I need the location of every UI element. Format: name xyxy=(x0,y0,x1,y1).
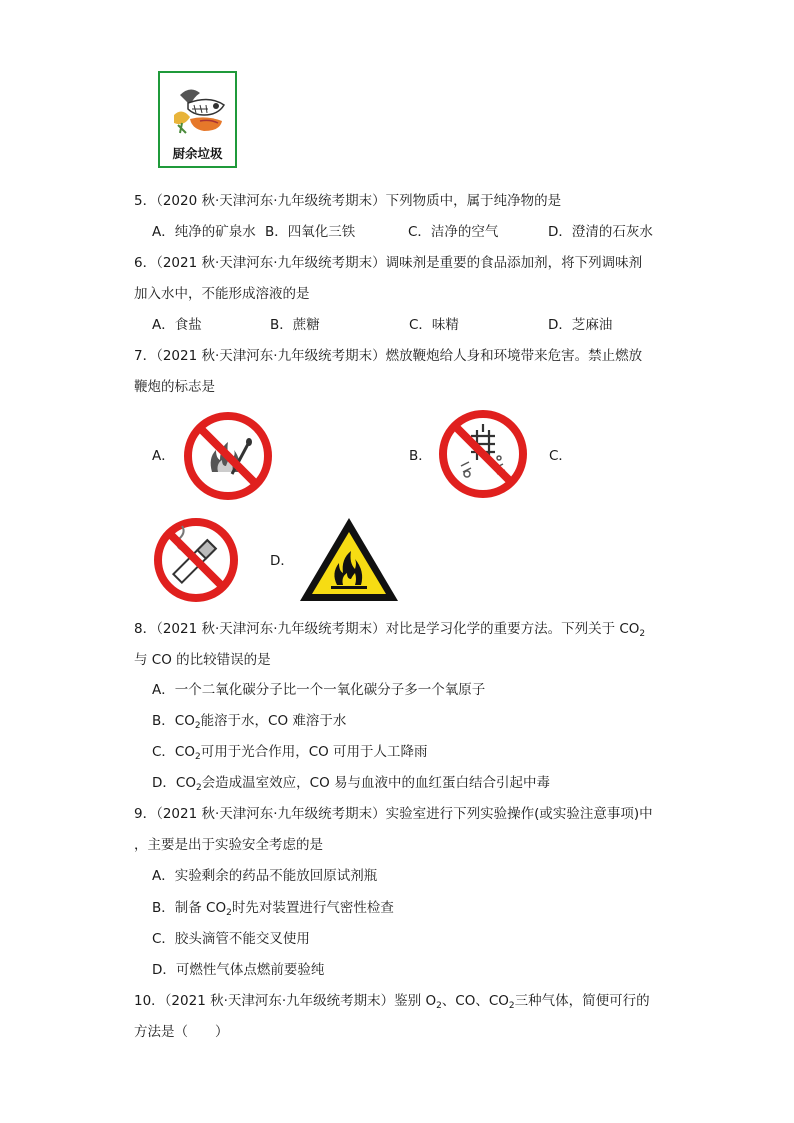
no-firecrackers-sign-icon xyxy=(437,408,529,500)
q8-option-b-pre: B．CO xyxy=(152,713,195,729)
q10-stem-line1 xyxy=(134,991,650,1011)
q8-option-b xyxy=(152,711,346,731)
q7-option-c-label: C． xyxy=(549,448,572,464)
q7-option-a-label: A． xyxy=(152,448,175,464)
q9-option-b xyxy=(152,898,394,918)
q6-option-b: B．蔗糖 xyxy=(270,317,320,333)
q9-option-b-sub: 2 xyxy=(226,908,232,918)
q9-option-c: C．胶头滴管不能交叉使用 xyxy=(152,931,310,947)
q8-stem-text: 8．（2021 秋·天津河东·九年级统考期末）对比是学习化学的重要方法。下列关于 CO xyxy=(134,621,640,637)
q8-option-d-sub: 2 xyxy=(195,783,202,793)
q7-stem-line1: 7．（2021 秋·天津河东·九年级统考期末）燃放鞭炮给人身和环境带来危害。禁止燃放 xyxy=(134,348,643,364)
q9-option-b-pre: B．制备 CO xyxy=(152,900,227,916)
sign-label: 厨余垃圾 xyxy=(172,146,223,161)
q8-stem-line1 xyxy=(134,619,645,639)
q9-stem-line1: 9．（2021 秋·天津河东·九年级统考期末）实验室进行下列实验操作(或实验注意事项)中 xyxy=(134,806,653,822)
q9-option-a: A．实验剩余的药品不能放回原试剂瓶 xyxy=(152,868,378,884)
q6-option-c: C．味精 xyxy=(409,317,459,333)
q5-option-b: B．四氧化三铁 xyxy=(265,224,356,240)
q8-option-d-post: 会造成温室效应，CO 易与血液中的血红蛋白结合引起中毒 xyxy=(201,775,551,791)
q10-stem-post: 三种气体，简便可行的 xyxy=(514,993,650,1009)
no-smoking-sign-icon xyxy=(152,516,240,604)
q8-option-a: A．一个二氧化碳分子比一个一氧化碳分子多一个氧原子 xyxy=(152,682,486,698)
q7-stem-line2: 鞭炮的标志是 xyxy=(134,379,215,395)
q8-option-b-post: 能溶于水，CO 难溶于水 xyxy=(200,713,347,729)
flammable-warning-sign-icon xyxy=(297,515,401,605)
q10-sub2: 2 xyxy=(508,1001,515,1011)
q8-option-d xyxy=(152,773,550,793)
kitchen-waste-sign xyxy=(158,71,237,168)
q5-stem: 5．（2020 秋·天津河东·九年级统考期末）下列物质中，属于纯净物的是 xyxy=(134,193,562,209)
q8-stem-line2: 与 CO 的比较错误的是 xyxy=(134,652,271,668)
q6-option-d: D．芝麻油 xyxy=(548,317,613,333)
q9-option-d: D．可燃性气体点燃前要验纯 xyxy=(152,962,325,978)
q10-stem-pre: 10．（2021 秋·天津河东·九年级统考期末）鉴别 O xyxy=(134,993,437,1009)
q10-stem-mid: 、CO、CO xyxy=(441,993,509,1009)
q6-stem-line2: 加入水中，不能形成溶液的是 xyxy=(134,286,310,302)
q8-option-c xyxy=(152,742,428,762)
q5-option-c: C．洁净的空气 xyxy=(408,224,499,240)
q8-option-c-pre: C．CO xyxy=(152,744,195,760)
q6-option-a: A．食盐 xyxy=(152,317,202,333)
q9-stem-line2: ，主要是出于实验安全考虑的是 xyxy=(134,837,323,853)
q8-option-c-post: 可用于光合作用，CO 可用于人工降雨 xyxy=(200,744,428,760)
q6-stem-line1: 6．（2021 秋·天津河东·九年级统考期末）调味剂是重要的食品添加剂，将下列调味剂 xyxy=(134,255,643,271)
q8-option-c-sub: 2 xyxy=(194,752,201,762)
q8-option-d-pre: D．CO xyxy=(152,775,196,791)
food-waste-icon xyxy=(160,75,235,145)
q10-stem-line2: 方法是（ ） xyxy=(134,1024,229,1040)
q5-option-a: A．纯净的矿泉水 xyxy=(152,224,256,240)
q8-stem-subscript: 2 xyxy=(639,629,646,639)
q8-option-b-sub: 2 xyxy=(194,721,201,731)
q5-option-d: D．澄清的石灰水 xyxy=(548,224,653,240)
no-fire-ignition-sign-icon xyxy=(182,410,274,502)
q9-option-b-post: 时先对装置进行气密性检查 xyxy=(231,900,394,916)
q10-sub1: 2 xyxy=(436,1001,442,1011)
q7-option-d-label: D． xyxy=(270,553,294,569)
q7-option-b-label: B． xyxy=(409,448,432,464)
